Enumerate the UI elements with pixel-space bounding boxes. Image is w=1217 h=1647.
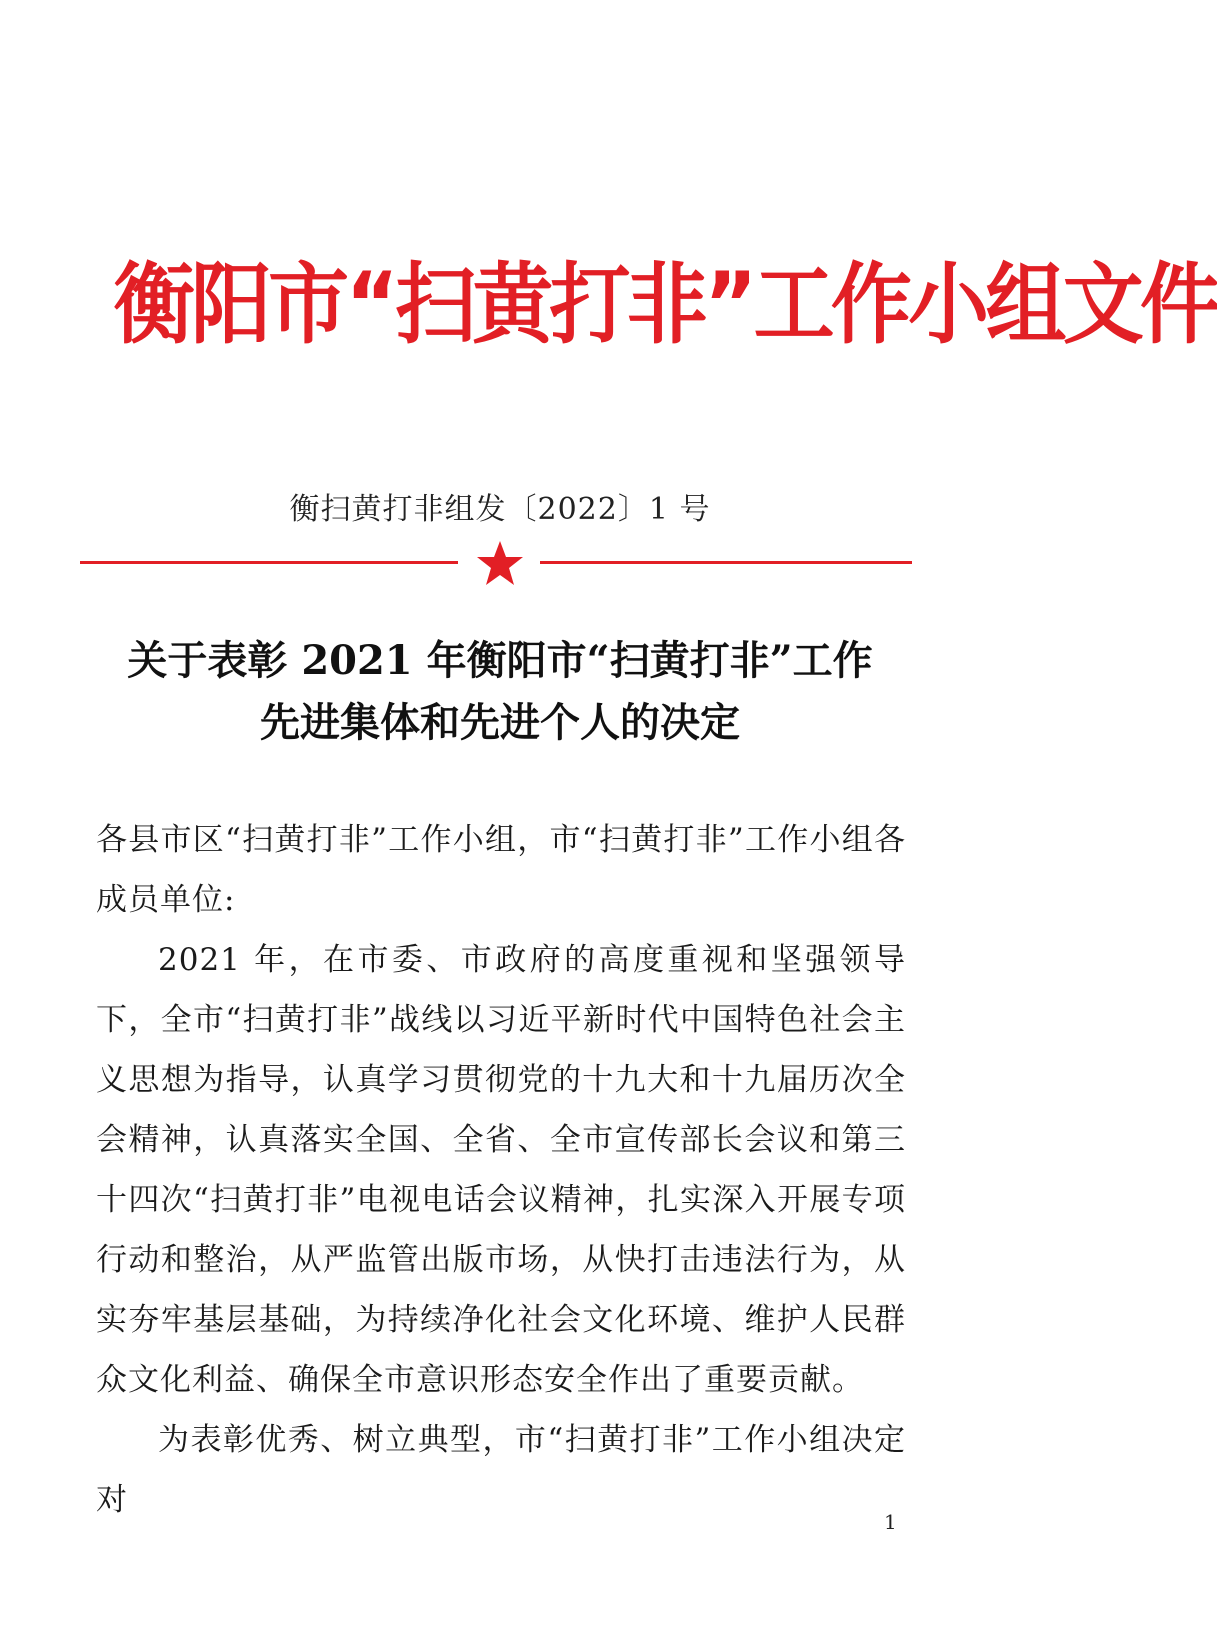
page-number: 1 xyxy=(884,1510,897,1534)
title-line-2: 先进集体和先进个人的决定 xyxy=(260,699,740,746)
star-icon xyxy=(476,540,524,586)
red-divider-right xyxy=(540,561,912,564)
document-number: 衡扫黄打非组发〔2022〕1 号 xyxy=(289,492,711,527)
title-line-1: 关于表彰 2021 年衡阳市“扫黄打非”工作 xyxy=(127,637,873,684)
salutation: 各县市区“扫黄打非”工作小组，市“扫黄打非”工作小组各成员单位: xyxy=(96,822,906,918)
red-divider-left xyxy=(80,561,458,564)
body-paragraph-2: 为表彰优秀、树立典型，市“扫黄打非”工作小组决定对 xyxy=(96,1422,906,1518)
document-title xyxy=(80,630,920,754)
body-paragraph-1: 2021 年，在市委、市政府的高度重视和坚强领导下，全市“扫黄打非”战线以习近平新时代中国特色社会主义思想为指导，认真学习贯彻党的十九大和十九届历次全会精神，认真落实全国、全省、全市宣传部长会议和第三十四次“扫黄打非”电视电话会议精神，扎实深入开展专项行动和整治，从严监管出版市场，从快打击违法行为，从实夯牢基层基础，为持续净化社会文化环境、维护人民群众文化利益、确保全市意识形态安全作出了重要贡献。 xyxy=(96,942,906,1398)
document-body xyxy=(96,810,906,1530)
masthead-title: 衡阳市“扫黄打非”工作小组文件 xyxy=(113,253,1217,356)
